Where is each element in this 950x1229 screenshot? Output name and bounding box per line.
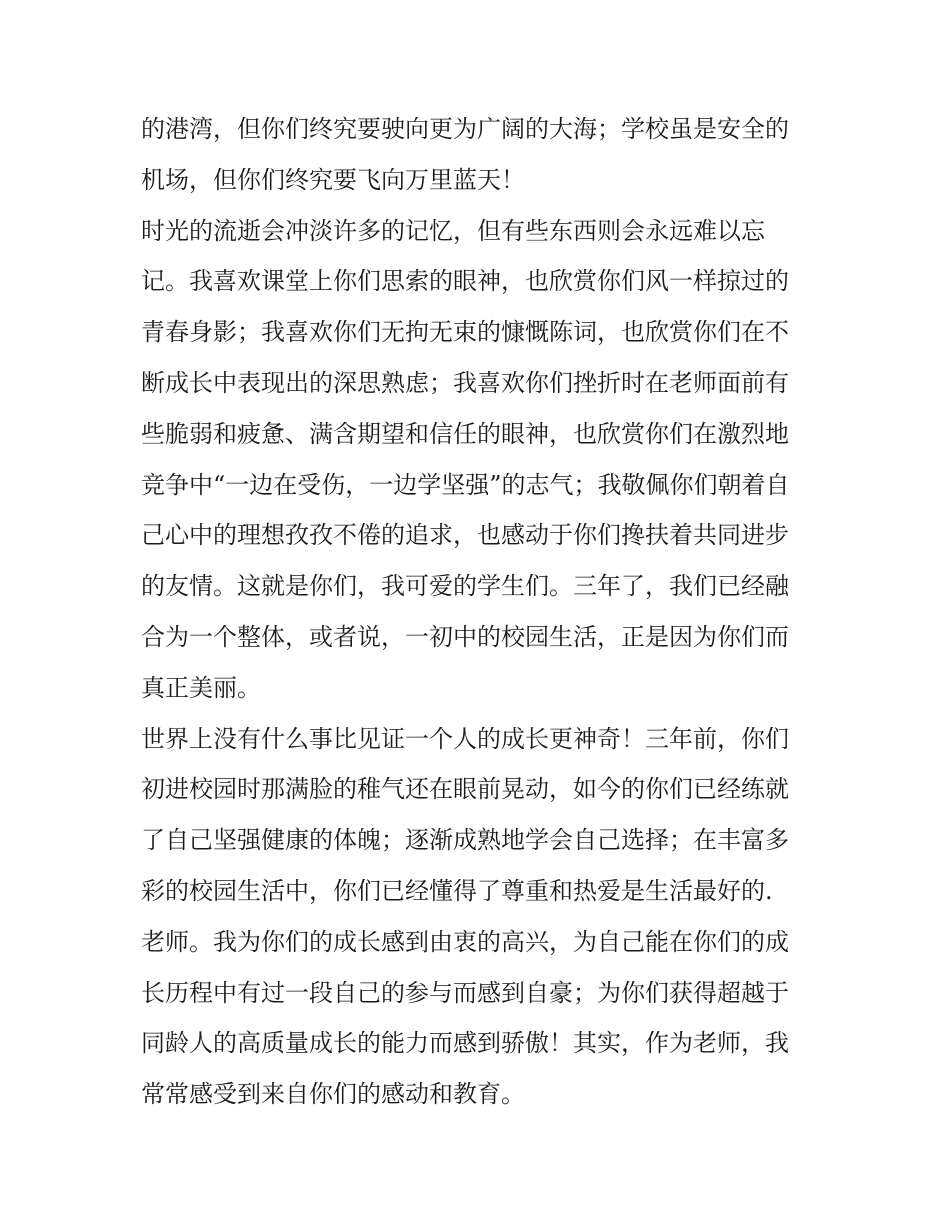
body-text	[141, 104, 821, 1120]
text-line: 真正美丽。	[141, 673, 261, 702]
text-line: 初进校园时那满脸的稚气还在眼前晃动，如今的你们已经练就	[141, 775, 789, 804]
text-line: 老师。我为你们的成长感到由衷的高兴，为自己能在你们的成	[141, 927, 789, 956]
text-line: 彩的校园生活中，你们已经懂得了尊重和热爱是生活最好的.	[141, 876, 773, 905]
text-line: 合为一个整体，或者说，一初中的校园生活，正是因为你们而	[141, 622, 789, 651]
text-line: 了自己坚强健康的体魄；逐渐成熟地学会自己选择；在丰富多	[141, 826, 789, 855]
text-line: 常常感受到来自你们的感动和教育。	[141, 1080, 525, 1109]
text-line: 断成长中表现出的深思熟虑；我喜欢你们挫折时在老师面前有	[141, 368, 789, 397]
text-line: 的友情。这就是你们，我可爱的学生们。三年了，我们已经融	[141, 572, 789, 601]
text-line: 竞争中“一边在受伤，一边学坚强”的志气；我敬佩你们朝着自	[141, 470, 790, 499]
text-line: 机场，但你们终究要飞向万里蓝天！	[141, 165, 525, 194]
text-line: 长历程中有过一段自己的参与而感到自豪；为你们获得超越于	[141, 978, 789, 1007]
text-line: 世界上没有什么事比见证一个人的成长更神奇！三年前，你们	[141, 724, 789, 753]
text-line: 己心中的理想孜孜不倦的追求，也感动于你们搀扶着共同进步	[141, 521, 789, 550]
text-line: 时光的流逝会冲淡许多的记忆，但有些东西则会永远难以忘	[141, 216, 765, 245]
text-line: 记。我喜欢课堂上你们思索的眼神，也欣赏你们风一样掠过的	[141, 267, 789, 296]
text-line: 些脆弱和疲惫、满含期望和信任的眼神，也欣赏你们在激烈地	[141, 419, 789, 448]
text-line: 同龄人的高质量成长的能力而感到骄傲！其实，作为老师，我	[141, 1029, 789, 1058]
text-line: 的港湾，但你们终究要驶向更为广阔的大海；学校虽是安全的	[141, 115, 789, 143]
text-line: 青春身影；我喜欢你们无拘无束的慷慨陈词，也欣赏你们在不	[141, 318, 789, 347]
